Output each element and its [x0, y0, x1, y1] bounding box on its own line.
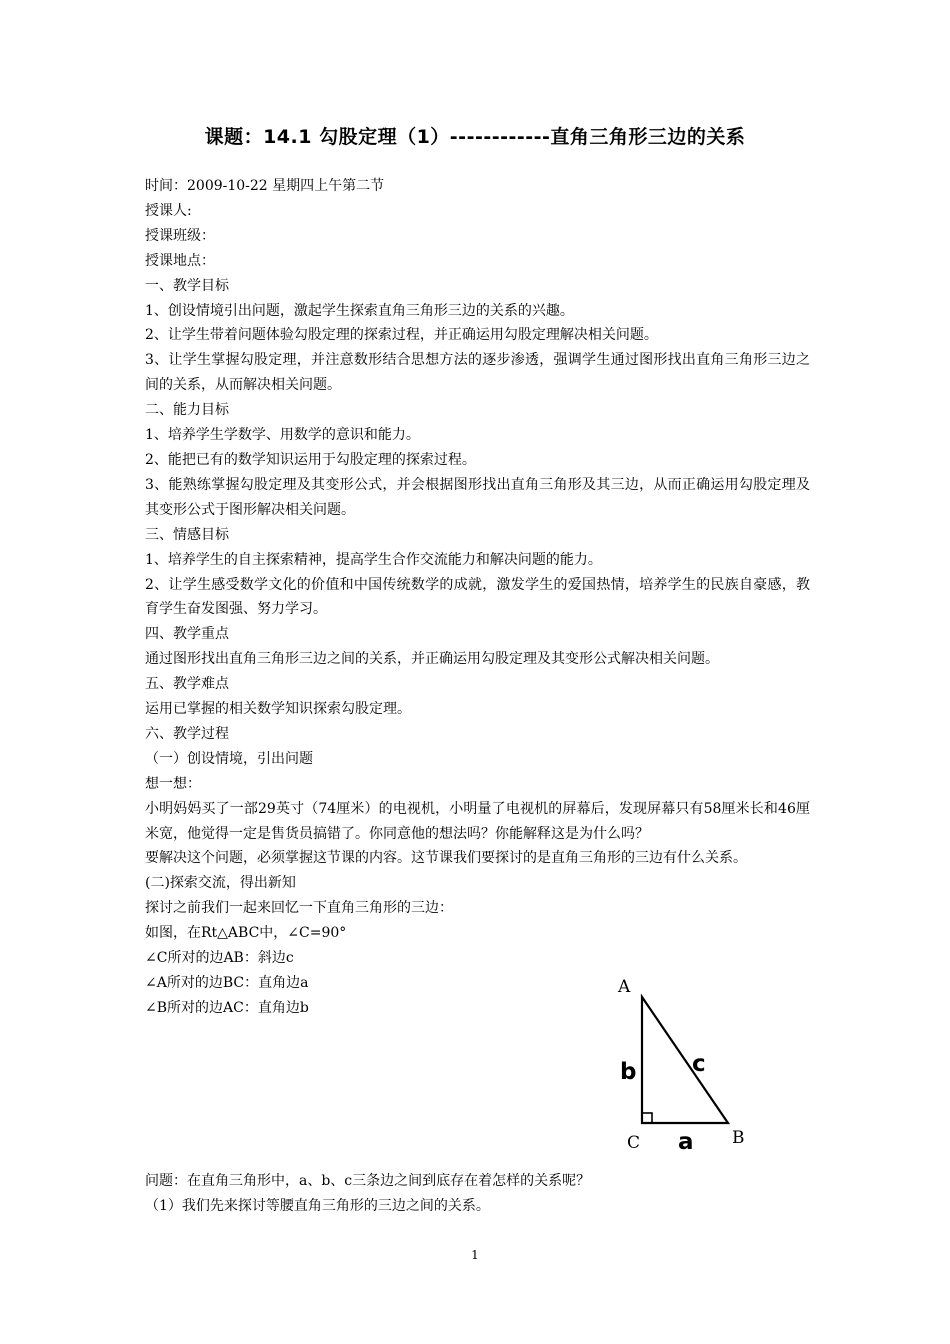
body-line: 1、培养学生的自主探索精神，提高学生合作交流能力和解决问题的能力。 — [145, 551, 602, 568]
body-line: 四、教学重点 — [145, 626, 229, 643]
body-line: 要解决这个问题，必须掌握这节课的内容。这节课我们要探讨的是直角三角形的三边有什么关系。 — [145, 850, 747, 867]
body-line: 五、教学难点 — [145, 676, 229, 693]
body-line: 授课地点： — [145, 252, 215, 269]
vertex-label-c: C — [627, 1133, 641, 1153]
triangle-shape — [642, 997, 728, 1123]
body-line: ∠A所对的边BC：直角边a — [145, 975, 309, 991]
lesson-body — [145, 174, 810, 1021]
vertex-label-a: A — [618, 977, 631, 997]
body-line: 通过图形找出直角三角形三边之间的关系，并正确运用勾股定理及其变形公式解决相关问题。 — [145, 651, 719, 668]
side-label-b: b — [620, 1059, 637, 1085]
lesson-title: 课题：14.1 勾股定理（1）------------直角三角形三边的关系 — [204, 126, 746, 148]
side-label-c: c — [692, 1051, 706, 1077]
body-line: 3、让学生掌握勾股定理，并注意数形结合思想方法的逐步渗透，强调学生通过图形找出直角三角形三边之间的关系，从而解决相关问题。 — [145, 352, 810, 394]
body-line: ∠B所对的边AC：直角边b — [145, 999, 309, 1016]
vertex-label-b: B — [732, 1128, 745, 1148]
question-line: 问题：在直角三角形中，a、b、c三条边之间到底存在着怎样的关系呢？ — [145, 1173, 591, 1189]
body-line: 二、能力目标 — [145, 402, 229, 419]
body-line: 1、创设情境引出问题，激起学生探索直角三角形三边的关系的兴趣。 — [145, 302, 574, 319]
body-line: ∠C所对的边AB：斜边c — [145, 950, 294, 967]
body-line: 探讨之前我们一起来回忆一下直角三角形的三边： — [145, 900, 453, 917]
body-line: 授课人: — [145, 202, 192, 219]
right-triangle-figure — [596, 968, 776, 1158]
body-line: 2、能把已有的数学知识运用于勾股定理的探索过程。 — [145, 451, 476, 468]
body-line: （一）创设情境，引出问题 — [145, 750, 313, 767]
body-line: 2、让学生带着问题体验勾股定理的探索过程，并正确运用勾股定理解决相关问题。 — [145, 327, 658, 344]
question-section — [145, 1169, 810, 1219]
body-line: 想一想： — [145, 775, 201, 792]
body-line: 2、让学生感受数学文化的价值和中国传统数学的成就，激发学生的爱国热情，培养学生的民族自豪感，教育学生奋发图强、努力学习。 — [145, 576, 810, 618]
right-angle-marker — [642, 1113, 652, 1123]
body-line: 1、培养学生学数学、用数学的意识和能力。 — [145, 427, 420, 444]
body-line: 3、能熟练掌握勾股定理及其变形公式，并会根据图形找出直角三角形及其三边，从而正确运用勾股定理及其变形公式于图形解决相关问题。 — [145, 476, 810, 518]
body-line: 如图，在Rt△ABC中，∠C=90° — [145, 925, 347, 942]
body-line: 三、情感目标 — [145, 526, 229, 543]
side-label-a: a — [678, 1129, 694, 1155]
question-line: （1）我们先来探讨等腰直角三角形的三边之间的关系。 — [145, 1197, 490, 1214]
triangle-diagram — [596, 968, 776, 1158]
body-line: (二)探索交流，得出新知 — [145, 875, 296, 892]
body-line: 一、教学目标 — [145, 277, 229, 294]
body-line: 时间：2009-10-22 星期四上午第二节 — [145, 178, 385, 194]
body-line: 六、教学过程 — [145, 725, 229, 742]
body-line: 运用已掌握的相关数学知识探索勾股定理。 — [145, 701, 411, 718]
page-number: 1 — [471, 1248, 479, 1262]
body-line: 授课班级： — [145, 227, 215, 244]
body-line: 小明妈妈买了一部29英寸（74厘米）的电视机，小明量了电视机的屏幕后，发现屏幕只有58厘米长和46厘米宽，他觉得一定是售货员搞错了。你同意他的想法吗？你能解释这是为什么吗？ — [145, 800, 810, 842]
